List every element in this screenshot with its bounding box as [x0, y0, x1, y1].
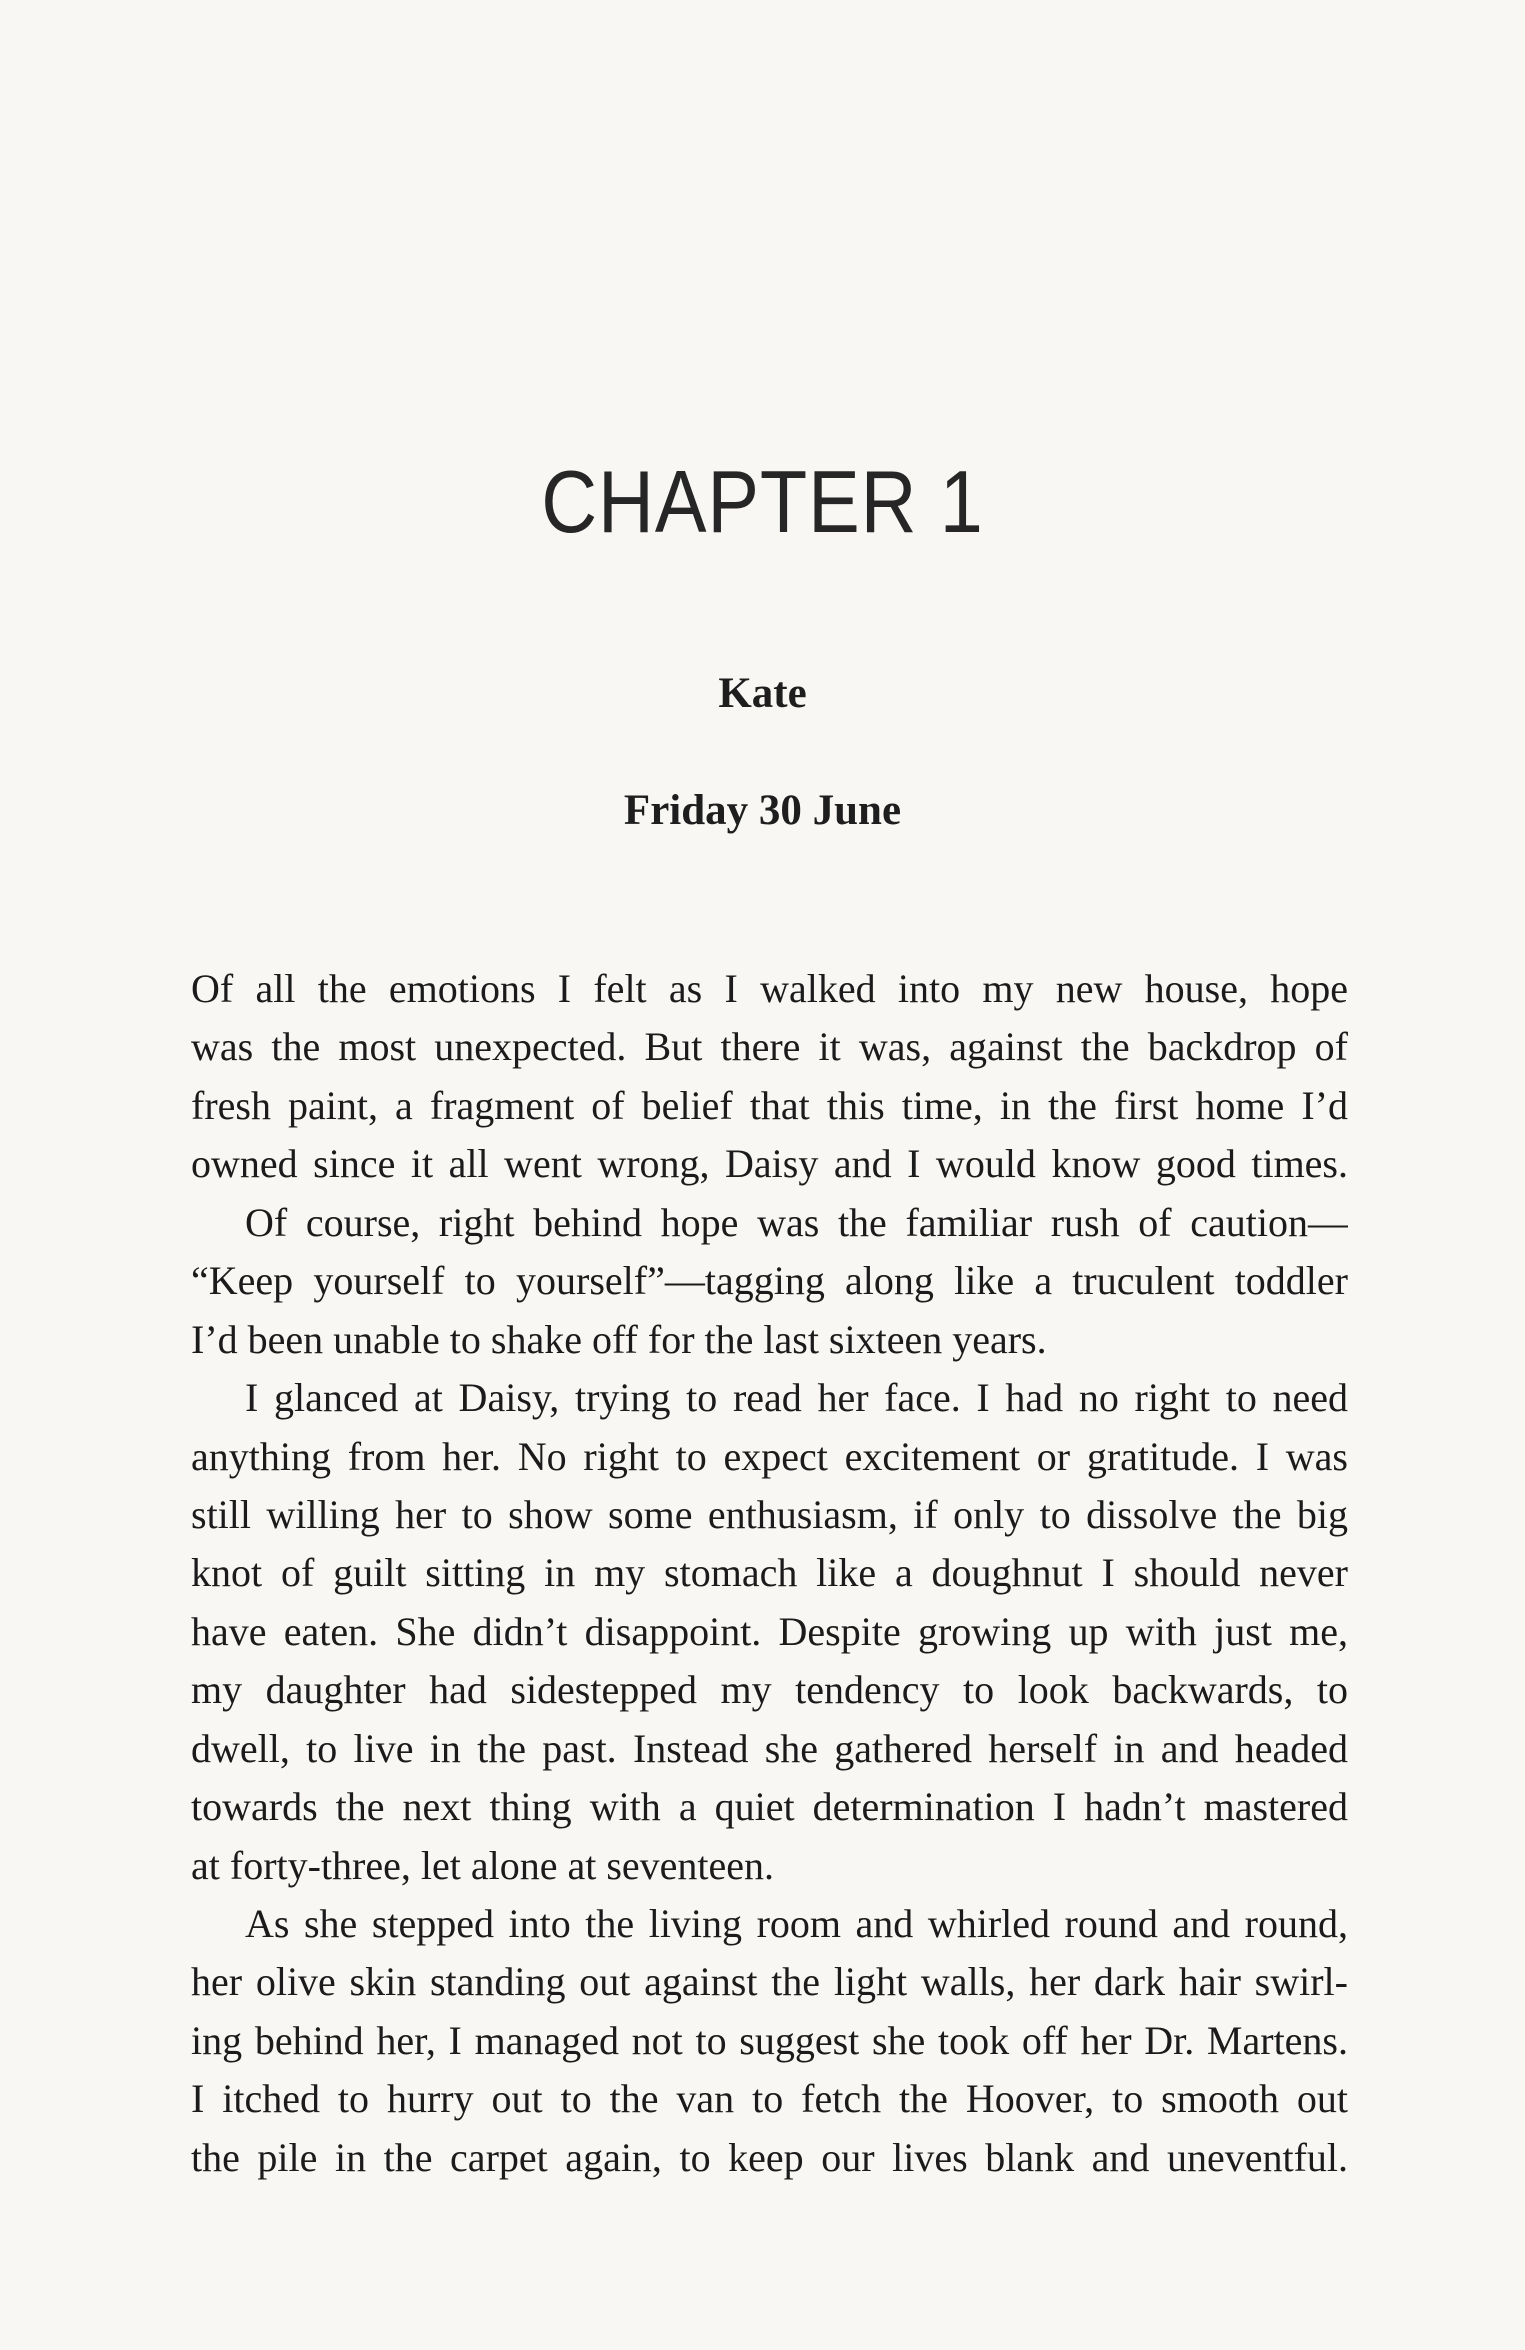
chapter-title: CHAPTER 1 [541, 452, 984, 551]
text-line: at forty-three, let alone at seventeen. [191, 1842, 775, 1888]
text-line: I’d been unable to shake off for the last sixteen years. [191, 1316, 1047, 1362]
text-line: I itched to hurry out to the van to fetch the Hoover, to smooth out [191, 2076, 1348, 2122]
narrator-name: Kate [718, 670, 807, 717]
text-line: my daughter had sidestepped my tendency to look backwards, to [191, 1667, 1348, 1713]
text-line: still willing her to show some enthusiasm, if only to dissolve the big [191, 1491, 1348, 1537]
text-line: fresh paint, a fragment of belief that this time, in the first home I’d [191, 1082, 1348, 1128]
chapter-body [191, 960, 1348, 2187]
text-line: knot of guilt sitting in my stomach like a doughnut I should never [191, 1550, 1348, 1596]
text-line: I glanced at Daisy, trying to read her face. I had no right to need [245, 1375, 1348, 1421]
text-line: Of all the emotions I felt as I walked into my new house, hope [191, 966, 1348, 1011]
text-line: As she stepped into the living room and whirled round and round, [245, 1901, 1348, 1946]
text-line: “Keep yourself to yourself”—tagging along like a truculent toddler [191, 1258, 1348, 1304]
paragraph [191, 960, 1348, 1194]
text-line: have eaten. She didn’t disappoint. Despite growing up with just me, [191, 1608, 1348, 1654]
text-line: anything from her. No right to expect excitement or gratitude. I was [191, 1433, 1348, 1479]
paragraph [191, 1194, 1348, 1369]
text-line: towards the next thing with a quiet determination I hadn’t mastered [191, 1784, 1348, 1830]
text-line: Of course, right behind hope was the familiar rush of caution— [245, 1199, 1348, 1245]
text-line: ing behind her, I managed not to suggest she took off her Dr. Martens. [191, 2017, 1348, 2063]
paragraph [191, 1895, 1348, 2187]
text-line: the pile in the carpet again, to keep our lives blank and uneventful. [191, 2134, 1348, 2180]
text-line: owned since it all went wrong, Daisy and I would know good times. [191, 1141, 1348, 1187]
paragraph [191, 1369, 1348, 1895]
chapter-date: Friday 30 June [623, 787, 902, 834]
text-line: dwell, to live in the past. Instead she gathered herself in and headed [191, 1725, 1348, 1771]
text-line: her olive skin standing out against the light walls, her dark hair swirl- [191, 1959, 1348, 2005]
text-line: was the most unexpected. But there it was, against the backdrop of [191, 1024, 1348, 1070]
